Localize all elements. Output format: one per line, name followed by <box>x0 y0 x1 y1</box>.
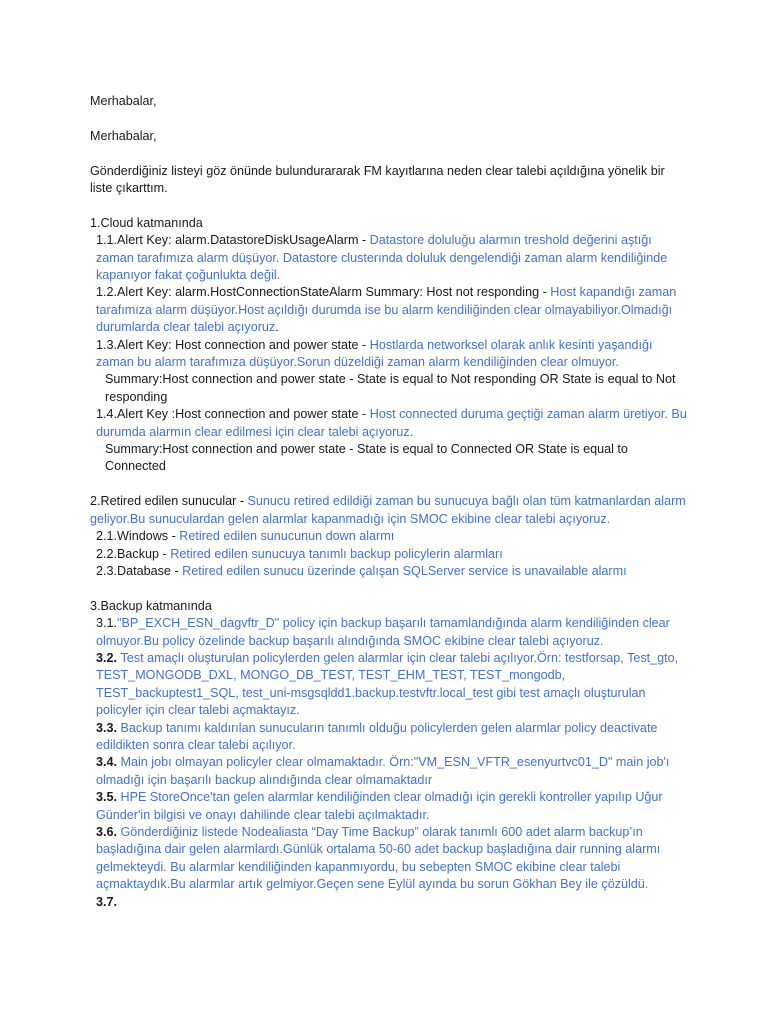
section-3-item-5 <box>90 789 690 824</box>
section-2-title: 2.Retired edilen sunucular - <box>90 494 248 509</box>
item-label: 3.4. <box>96 755 121 770</box>
item-description: Hostlarda networksel olarak anlık kesinti yaşandığı zaman bu alarm tarafımıza düşüyor.Sorun düzeldiği zaman alarm kendiliğinden clear olmuyor. <box>96 337 653 370</box>
section-2-item-1 <box>90 528 690 545</box>
item-description: Datastore doluluğu alarmın treshold değerini aştığı zaman tarafımıza alarm düşüyor. Datastore clusterında doluluk dengelendiği zaman alarm kendiliğinde kapanıyor fakat çoğunlukta değil. <box>96 233 668 283</box>
section-1-item-3 <box>90 337 690 372</box>
item-label: 3.7. <box>96 894 118 909</box>
section-1-item-4-summary <box>90 441 690 476</box>
section-3-item-2 <box>90 650 690 720</box>
item-description: Retired edilen sunucu üzerinde çalışan SQLServer service is unavailable alarmı <box>182 563 627 578</box>
section-3-item-6 <box>90 824 690 894</box>
section-1-item-4 <box>90 406 690 441</box>
item-description: Test amaçlı oluşturulan policylerden gelen alarmlar için clear talebi açılıyor.Örn: testforsap, Test_gto, TEST_MONGODB_DXL, MONGO_DB_TEST, TEST_EHM_TEST, TEST_mongodb, TEST_backuptest1_SQL, test_uni-msgsqldd1.backup.testvftr.local_test gibi test amaçlı oluşturulan policyler için clear talebi açmaktayız. <box>96 650 679 718</box>
item-summary: Summary:Host connection and power state - State is equal to Connected OR State is equal to Connected <box>105 442 628 474</box>
item-description: Main jobı olmayan policyler clear olmamaktadır. Örn:"VM_ESN_VFTR_esenyurtvc01_D" main job'ı olmadığı için başarılı backup alındığında clear olmamaktadır <box>96 755 670 787</box>
section-1-item-2 <box>90 284 690 336</box>
item-label: 1.4.Alert Key :Host connection and power state - <box>96 407 370 422</box>
section-3-item-3 <box>90 720 690 755</box>
section-1-item-1 <box>90 232 690 284</box>
item-description: Host kapandığı zaman tarafımıza alarm düşüyor.Host açıldığı durumda ise bu alarm kendiliğinden clear olmayabiliyor.Olmadığı durumlarda clear talebi açıyoruz <box>96 285 677 335</box>
item-description: Host connected duruma geçtiği zaman alarm üretiyor. Bu durumda alarmın clear edilmesi için clear talebi açıyoruz. <box>96 407 687 439</box>
item-description: "BP_EXCH_ESN_dagvftr_D" policy için backup başarılı tamamlandığında alarm kendiliğinden clear olmuyor.Bu policy özelinde backup başarılı alındığında SMOC ekibine clear talebi açıyoruz. <box>96 616 670 648</box>
greeting-1: Merhabalar, <box>90 94 157 108</box>
document-body <box>90 93 690 911</box>
item-description: Gönderdiğiniz listede Nodealiasta “Day Time Backup” olarak tanımlı 600 adet alarm backup’ın başladığına dair gelen alarmlardı.Günlük ortalama 50-60 adet backup başladığına dair running alarmı gelmekteydi. Bu alarmlar kendiliğinden kapanmıyordu, bu sebepten SMOC ekibine clear talebi açmaktaydık.Bu alarmlar artık gelmiyor.Geçen sene Eylül ayında bu sorun Gökhan Bey ile çözüldü. <box>96 824 661 892</box>
greeting-2: Merhabalar, <box>90 128 157 143</box>
item-label: 1.3.Alert Key: Host connection and power state - <box>96 337 370 352</box>
item-description: Retired edilen sunucunun down alarmı <box>179 529 395 544</box>
section-3-item-4 <box>90 754 690 789</box>
item-label: 3.2. <box>96 650 121 665</box>
item-label: 2.1.Windows - <box>96 529 180 544</box>
section-2-description: Sunucu retired edildiği zaman bu sunucuya bağlı olan tüm katmanlardan alarm geliyor.Bu sunuculardan gelen alarmlar kapanmadığı için SMOC ekibine clear talebi açıyoruz. <box>90 494 686 526</box>
item-label: 1.2.Alert Key: alarm.HostConnectionStateAlarm Summary: Host not responding - <box>96 285 551 300</box>
section-2-item-3 <box>90 563 690 580</box>
section-2-intro <box>90 493 690 528</box>
item-label: 1.1.Alert Key: alarm.DatastoreDiskUsageAlarm - <box>96 233 370 248</box>
item-label: 2.2.Backup - <box>96 546 171 561</box>
item-label: 3.6. <box>96 824 121 839</box>
section-3-item-7 <box>90 894 690 911</box>
item-label: 3.1. <box>96 616 118 631</box>
section-3-title: 3.Backup katmanında <box>90 598 212 613</box>
item-tail: . <box>275 320 279 335</box>
intro-paragraph: Gönderdiğiniz listeyi göz önünde bulundurararak FM kayıtlarına neden clear talebi açıldığına yönelik bir liste çıkarttım. <box>90 163 665 195</box>
item-summary: Summary:Host connection and power state - State is equal to Not responding OR State is equal to Not responding <box>105 372 676 404</box>
item-label: 3.5. <box>96 790 121 805</box>
section-3-item-1 <box>90 615 690 650</box>
section-1-title: 1.Cloud katmanında <box>90 215 203 230</box>
section-2-item-2 <box>90 546 690 563</box>
item-label: 3.3. <box>96 720 121 735</box>
item-description: Backup tanımı kaldırılan sunucuların tanımlı olduğu policylerden gelen alarmlar policy deactivate edildikten sonra clear talebi açılıyor. <box>96 720 658 752</box>
item-description: Retired edilen sunucuya tanımlı backup policylerin alarmları <box>170 546 503 561</box>
section-1-item-3-summary <box>90 371 690 406</box>
item-description: HPE StoreOnce'tan gelen alarmlar kendiliğinden clear olmadığı için gerekli kontroller yapılıp Uğur Günder'in bilgisi ve onayı dahilinde clear talebi açılmaktadır. <box>96 790 663 822</box>
item-label: 2.3.Database - <box>96 563 183 578</box>
